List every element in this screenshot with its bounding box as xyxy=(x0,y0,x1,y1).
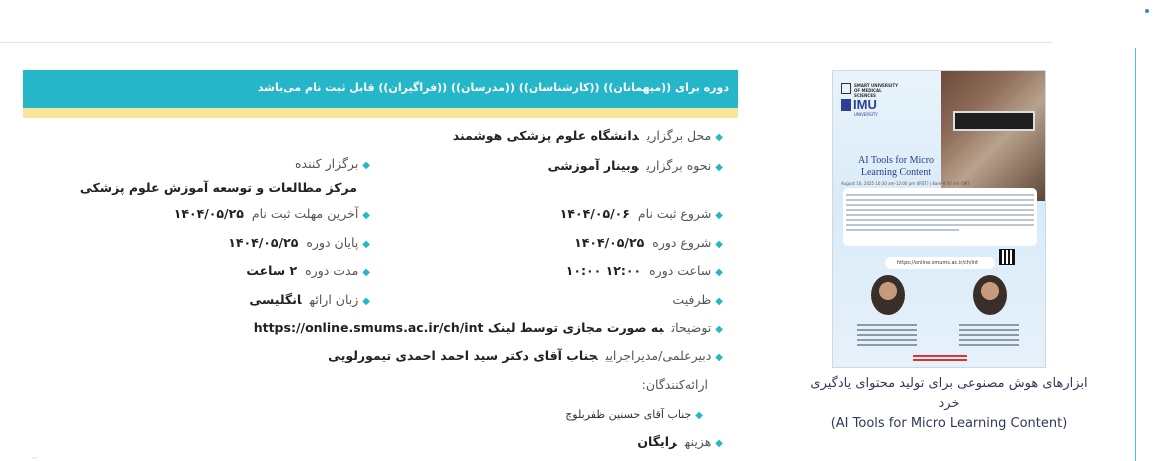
qr-code-icon xyxy=(999,249,1015,265)
speaker-info xyxy=(959,321,1019,351)
imu-logo-subtext: UNIVERSITY xyxy=(854,112,878,117)
diamond-bullet-icon: ◆ xyxy=(715,162,723,173)
detail-course-time: ◆ساعت دوره۱۲:۰۰ ۱۰:۰۰ xyxy=(565,263,723,278)
detail-organizer-value: مرکز مطالعات و توسعه آموزش علوم پزشکی xyxy=(79,180,357,195)
caption-persian: ابزارهای هوش مصنوعی برای تولید محتوای یادگیری خرد xyxy=(810,376,1088,411)
diamond-bullet-icon: ◆ xyxy=(715,267,723,278)
diamond-bullet-icon: ◆ xyxy=(715,210,723,221)
detail-fee: ◆هزینهرایگان xyxy=(637,434,723,449)
banner-accent-bar xyxy=(23,108,738,118)
right-border-line xyxy=(1135,48,1136,461)
diamond-bullet-icon: ◆ xyxy=(362,296,370,307)
detail-secretary: ◆دبیرعلمی/مدیراجراییجناب آقای دکتر سید احمد احمدی تیمورلویی xyxy=(328,348,723,363)
speaker-photo xyxy=(871,275,905,315)
detail-reg-deadline: ◆آخرین مهلت ثبت نام۱۴۰۴/۰۵/۲۵ xyxy=(173,206,370,221)
poster-footer xyxy=(913,353,967,363)
detail-presenters-label: ارائه‌کنندگان: xyxy=(641,377,708,392)
detail-duration: ◆مدت دوره۲ ساعت xyxy=(246,263,370,278)
detail-language: ◆زبان ارائهانگلیسی xyxy=(249,292,370,307)
poster-url: https://online.smums.ac.ir/ch/int xyxy=(885,257,995,269)
imu-logo-icon xyxy=(841,99,851,111)
university-logo-icon xyxy=(841,83,851,94)
poster-logo-text: SMART UNIVERSITY OF MEDICAL SCIENCES xyxy=(854,83,898,98)
course-poster[interactable] xyxy=(832,70,1046,368)
corner-mark: ·· xyxy=(32,454,38,461)
diamond-bullet-icon: ◆ xyxy=(362,210,370,221)
diamond-bullet-icon: ◆ xyxy=(715,324,723,335)
imu-logo-text: IMU xyxy=(853,97,877,112)
diamond-bullet-icon: ◆ xyxy=(362,239,370,250)
detail-description: ◆توضیحاتبه صورت مجازی توسط لینک https://online.smums.ac.ir/ch/int xyxy=(253,320,723,335)
caption-english: (AI Tools for Micro Learning Content) xyxy=(830,416,1068,431)
diamond-bullet-icon: ◆ xyxy=(715,296,723,307)
speaker-photo xyxy=(973,275,1007,315)
poster-logos xyxy=(841,83,903,117)
corner-dot xyxy=(1145,9,1149,13)
poster-date: August 16, 2025 10:30 am-12:00 pm (IRST) | 8am-9:30 am GMT xyxy=(841,181,970,186)
diamond-bullet-icon: ◆ xyxy=(362,267,370,278)
poster-description xyxy=(843,188,1037,246)
speaker-info xyxy=(857,321,917,351)
top-divider xyxy=(0,42,1052,43)
diamond-bullet-icon: ◆ xyxy=(715,132,723,143)
building-sign xyxy=(953,111,1035,131)
detail-course-start: ◆شروع دوره۱۴۰۴/۰۵/۲۵ xyxy=(574,235,723,250)
diamond-bullet-icon: ◆ xyxy=(362,160,370,171)
detail-venue: ◆محل برگزاریدانشگاه علوم پزشکی هوشمند xyxy=(452,128,723,143)
detail-capacity: ◆ظرفیت xyxy=(672,292,723,307)
registration-banner: دوره برای ((میهمانان)) ((کارشناسان)) ((مدرسان)) ((فراگیران)) قابل ثبت نام می‌باشد xyxy=(23,70,738,108)
diamond-bullet-icon: ◆ xyxy=(695,410,703,421)
diamond-bullet-icon: ◆ xyxy=(715,438,723,449)
detail-method: ◆نحوه برگزاریوبینار آموزشی xyxy=(547,158,723,173)
detail-organizer-label: ◆برگزار کننده xyxy=(294,156,370,171)
diamond-bullet-icon: ◆ xyxy=(715,352,723,363)
presenter-item: ◆جناب آقای حسنین ظفربلوچ xyxy=(565,408,703,421)
poster-title: AI Tools for Micro Learning Content xyxy=(857,155,935,178)
detail-reg-start: ◆شروع ثبت نام۱۴۰۴/۰۵/۰۶ xyxy=(559,206,723,221)
diamond-bullet-icon: ◆ xyxy=(715,239,723,250)
detail-course-end: ◆پایان دوره۱۴۰۴/۰۵/۲۵ xyxy=(228,235,370,250)
poster-caption[interactable] xyxy=(798,374,1100,434)
